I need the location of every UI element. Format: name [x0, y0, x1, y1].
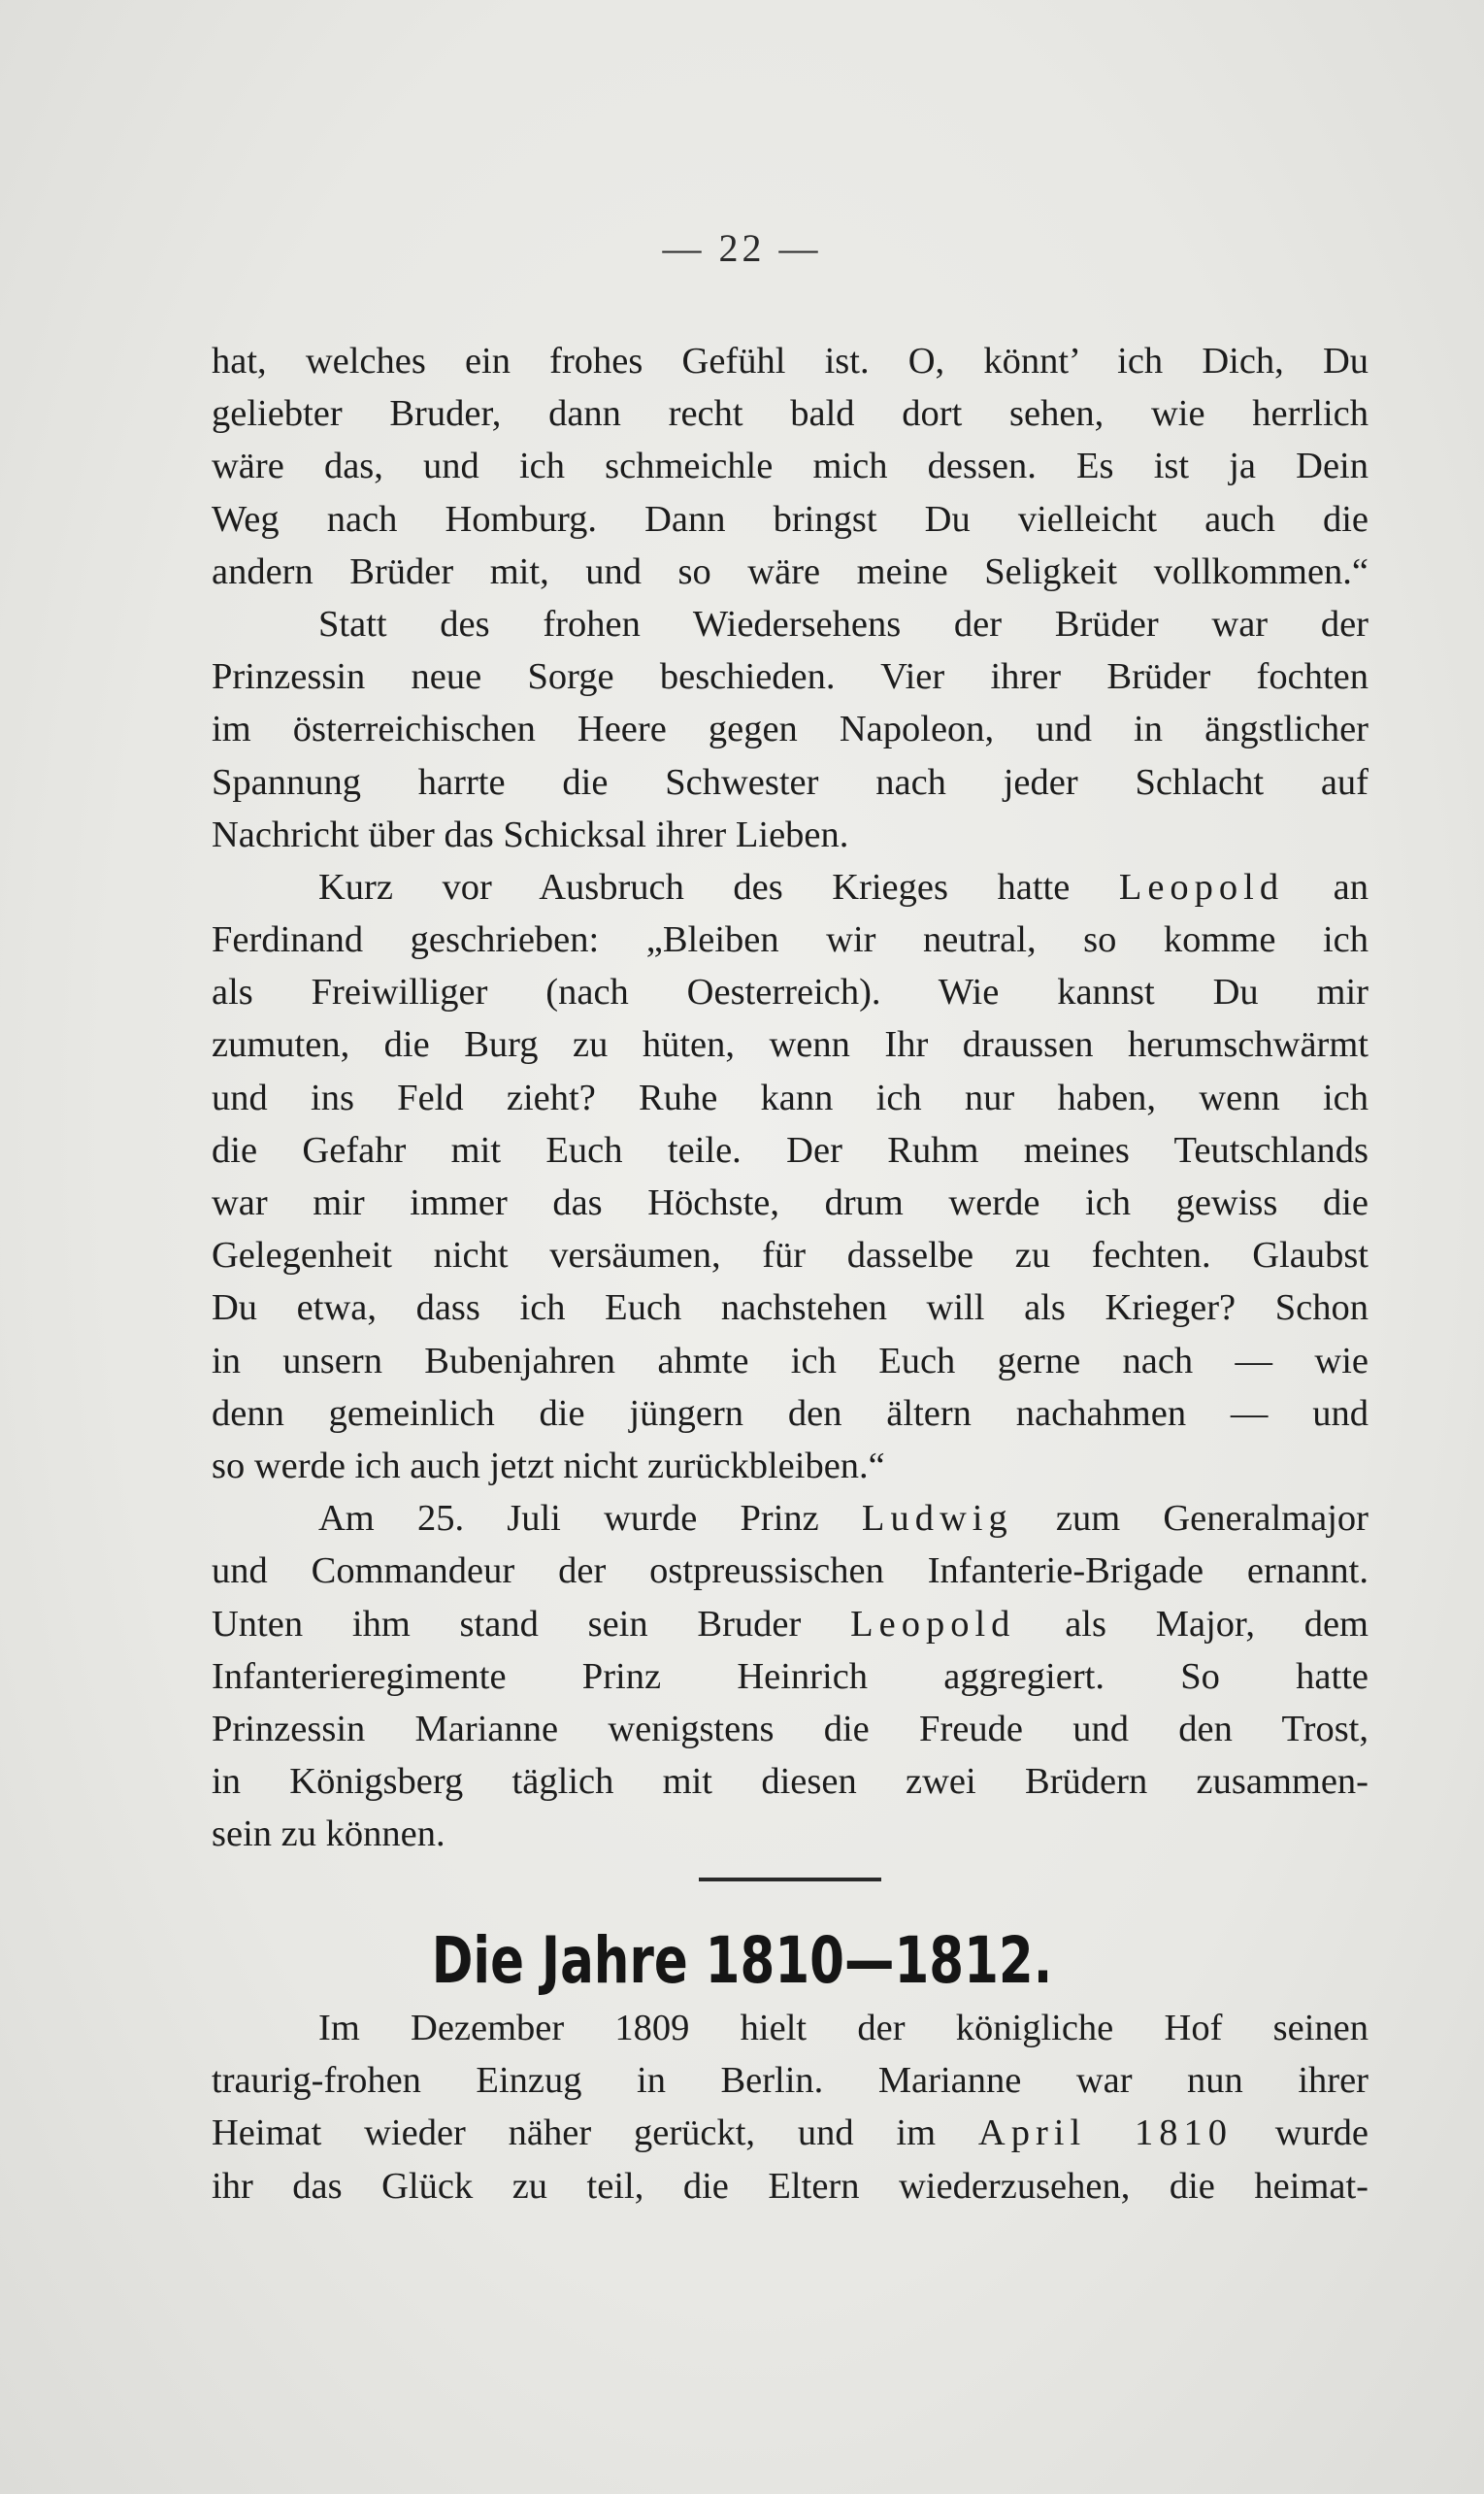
spaced-name-leopold: Leopold — [1118, 866, 1285, 908]
text-line: Prinzessin Marianne wenigstens die Freude und den Trost, — [212, 1708, 1369, 1749]
text-segment: Unten ihm stand sein Bruder — [212, 1603, 802, 1645]
text-line: Du etwa, dass ich Euch nachstehen will als Krieger? Schon — [212, 1287, 1369, 1329]
text-line: Statt des frohen Wiedersehens der Brüder war der — [318, 603, 1369, 645]
text-segment: zum Generalmajor — [1055, 1498, 1369, 1540]
text-line: Nachricht über das Schicksal ihrer Lieben. — [212, 814, 849, 855]
text-segment: Kurz vor Ausbruch des Krieges hatte — [318, 866, 1071, 908]
text-line: Im Dezember 1809 hielt der königliche Hof seinen — [318, 2008, 1369, 2048]
text-line: so werde ich auch jetzt nicht zurückbleiben.“ — [212, 1445, 885, 1486]
section-divider — [699, 1878, 881, 1881]
text-segment: wurde — [1274, 2112, 1369, 2154]
text-line: als Freiwilliger (nach Oesterreich). Wie kannst Du mir — [212, 972, 1369, 1014]
spaced-name-leopold: Leopold — [850, 1603, 1016, 1645]
text-line: und ins Feld zieht? Ruhe kann ich nur haben, wenn ich — [212, 1077, 1369, 1118]
text-line: Prinzessin neue Sorge beschieden. Vier ihrer Brüder fochten — [212, 656, 1369, 698]
text-line: Gelegenheit nicht versäumen, für dasselbe zu fechten. Glaubst — [212, 1235, 1369, 1277]
text-line: Infanterieregimente Prinz Heinrich aggregiert. So hatte — [212, 1655, 1369, 1697]
text-segment: als Major, dem — [1065, 1603, 1369, 1645]
text-line: war mir immer das Höchste, drum werde ich gewiss die — [212, 1182, 1369, 1223]
text-line: geliebter Bruder, dann recht bald dort sehen, wie herrlich — [212, 393, 1369, 435]
text-line: sein zu können. — [212, 1813, 445, 1855]
text-segment: Heimat wieder näher gerückt, und im — [212, 2112, 937, 2154]
text-line: Spannung harrte die Schwester nach jeder Schlacht auf — [212, 761, 1369, 803]
text-line: andern Brüder mit, und so wäre meine Seligkeit vollkommen.“ — [212, 550, 1369, 592]
spaced-name-ludwig: Ludwig — [861, 1498, 1013, 1540]
text-line: und Commandeur der ostpreussischen Infanterie-Brigade ernannt. — [212, 1550, 1369, 1592]
text-line: in Königsberg täglich mit diesen zwei Brüdern zusammen- — [212, 1761, 1369, 1803]
page-number: — 22 — — [662, 226, 822, 270]
text-segment: an — [1333, 866, 1369, 908]
body-text-bottom — [212, 2002, 1369, 2212]
text-line — [212, 861, 1369, 914]
text-line: traurig-frohen Einzug in Berlin. Marianne war nun ihrer — [212, 2060, 1369, 2102]
text-line: im österreichischen Heere gegen Napoleon, und in ängstlicher — [212, 709, 1369, 750]
body-text-top — [212, 335, 1369, 1860]
text-line — [212, 2107, 1369, 2159]
chapter-title: Die Jahre 1810—1812. — [431, 1923, 1053, 1998]
spaced-date: April 1810 — [977, 2112, 1233, 2154]
text-segment: Am 25. Juli wurde Prinz — [318, 1498, 819, 1540]
text-line: in unsern Bubenjahren ahmte ich Euch gerne nach — wie — [212, 1340, 1369, 1381]
text-line — [212, 1598, 1369, 1650]
text-line — [212, 1492, 1369, 1545]
text-line: zumuten, die Burg zu hüten, wenn Ihr draussen herumschwärmt — [212, 1024, 1369, 1066]
text-line: hat, welches ein frohes Gefühl ist. O, könnt’ ich Dich, Du — [212, 341, 1369, 382]
text-line: ihr das Glück zu teil, die Eltern wiederzusehen, die heimat- — [212, 2165, 1369, 2207]
text-line: denn gemeinlich die jüngern den ältern nachahmen — und — [212, 1392, 1369, 1434]
text-line: wäre das, und ich schmeichle mich dessen. Es ist ja Dein — [212, 446, 1369, 487]
text-line: die Gefahr mit Euch teile. Der Ruhm meines Teutschlands — [212, 1129, 1369, 1171]
text-line: Weg nach Homburg. Dann bringst Du vielleicht auch die — [212, 498, 1369, 540]
text-line: Ferdinand geschrieben: „Bleiben wir neutral, so komme ich — [212, 919, 1369, 961]
